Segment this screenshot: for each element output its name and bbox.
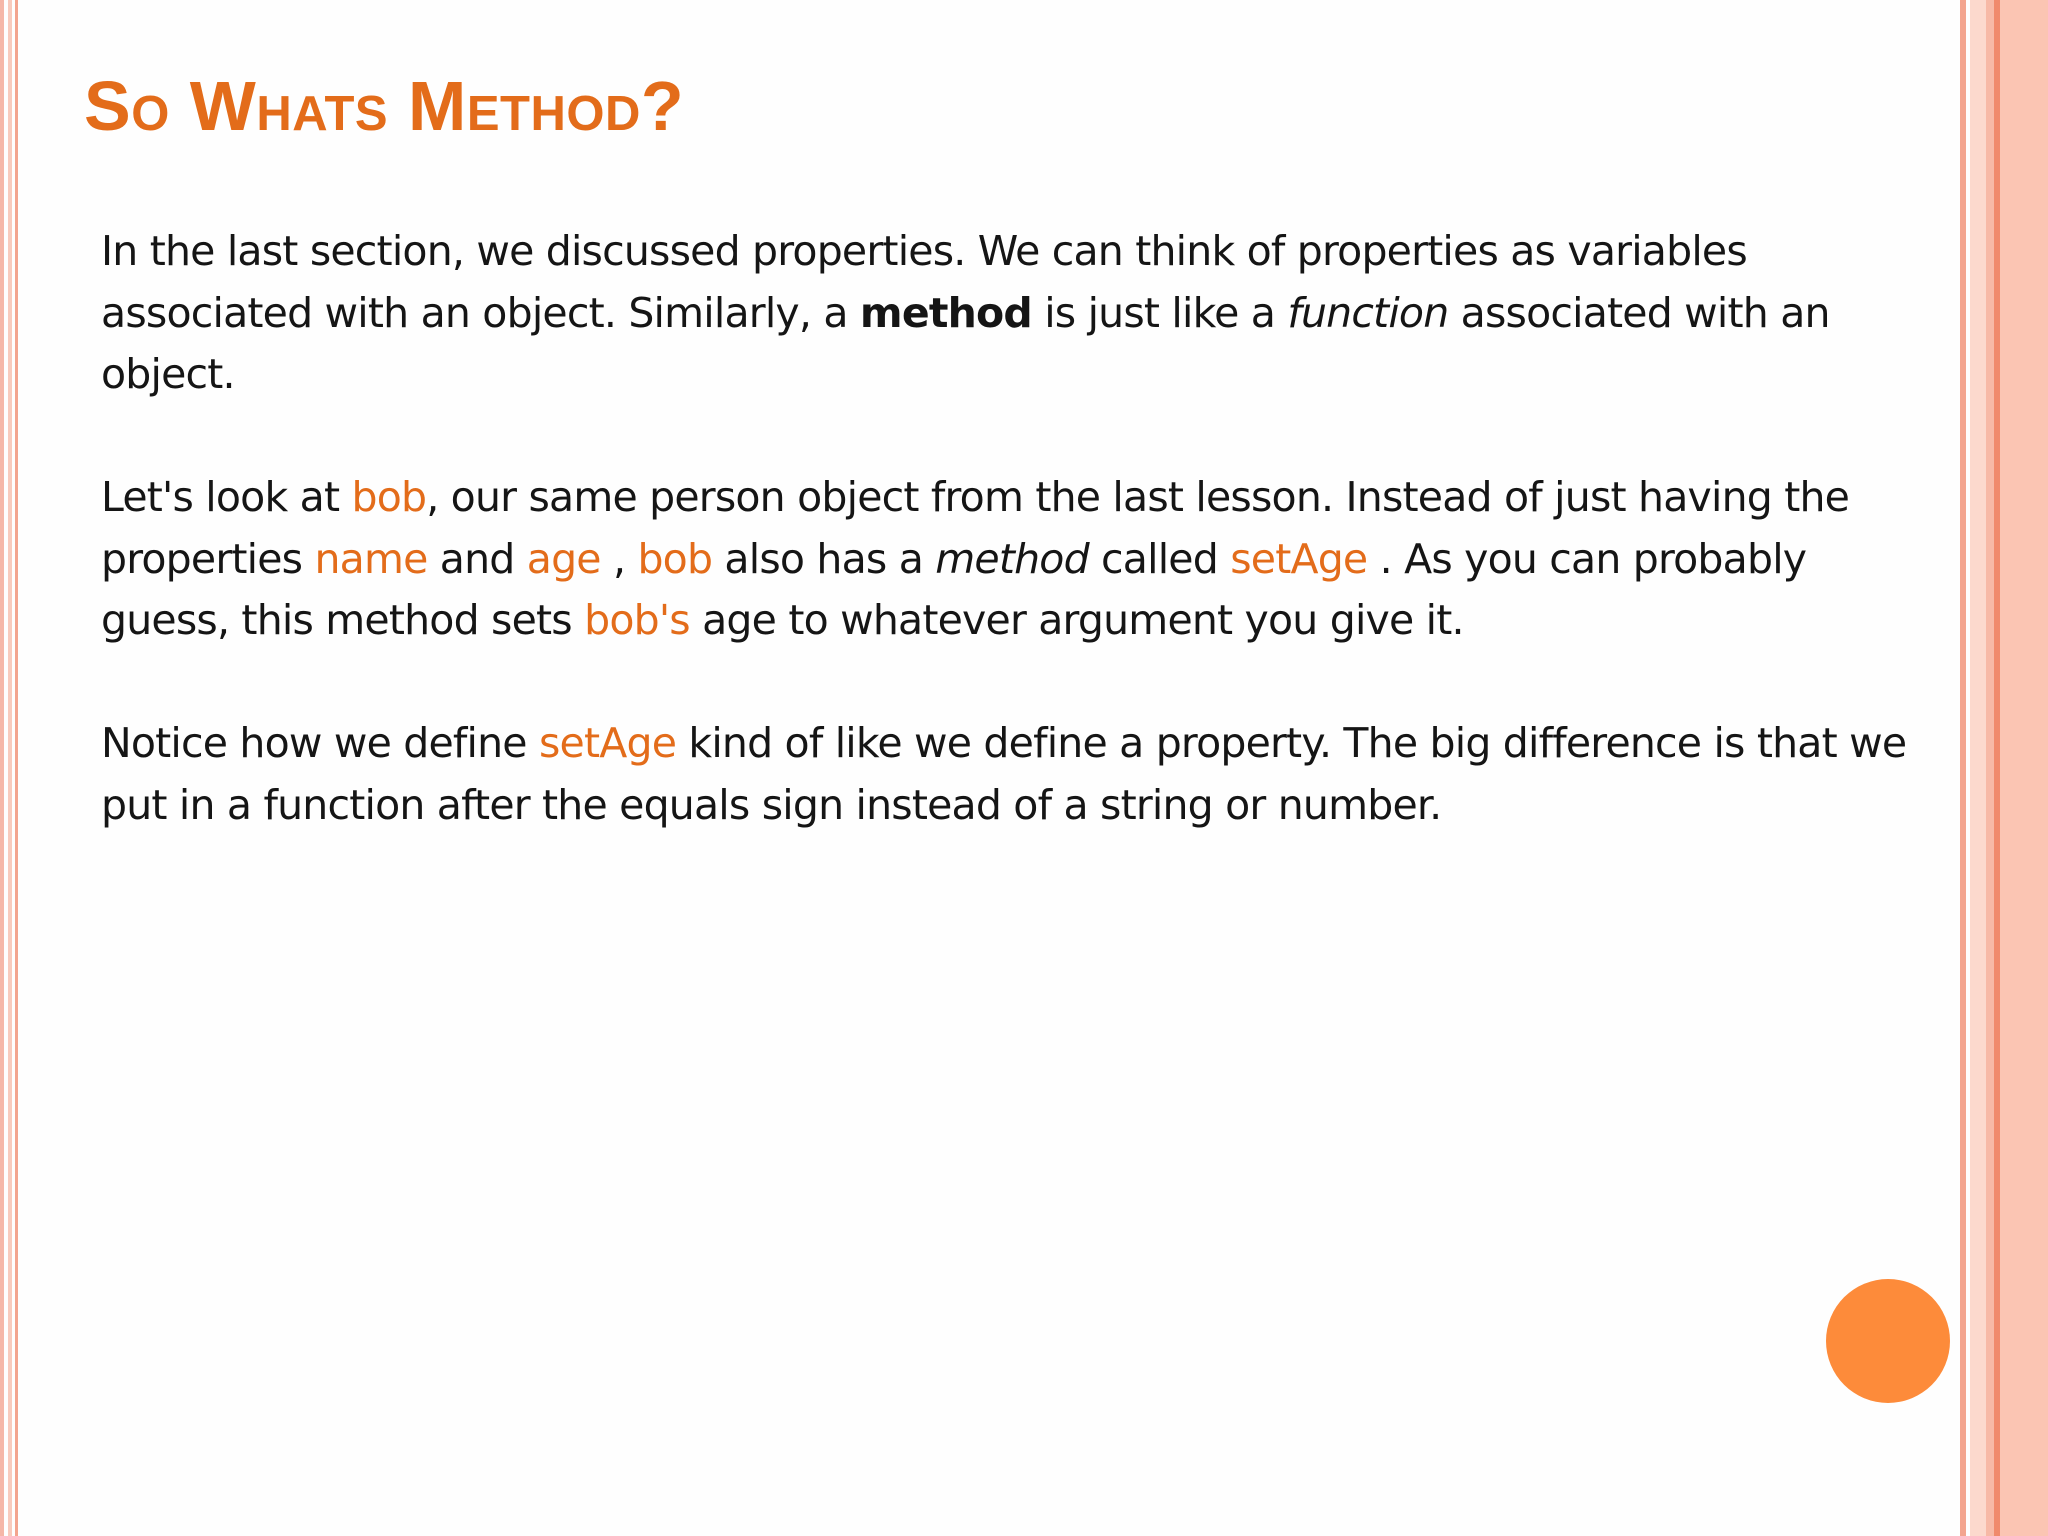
text-segment: , xyxy=(600,534,638,583)
code-term-setage: setAge xyxy=(1230,534,1368,583)
text-segment: associated with an object. xyxy=(101,288,1830,398)
code-term-setage: setAge xyxy=(538,719,677,767)
slide-title: So Whats Method? xyxy=(84,67,685,145)
text-segment: also has a xyxy=(712,534,936,583)
right-border-line xyxy=(2000,0,2048,1536)
term-function-italic: function xyxy=(1287,288,1449,337)
code-term-bob: bob xyxy=(351,473,427,521)
text-segment: is just like a xyxy=(1031,288,1288,337)
paragraph-setage-definition xyxy=(101,713,1921,836)
text-segment: called xyxy=(1088,534,1231,583)
right-border-line xyxy=(1960,0,1966,1536)
text-segment: and xyxy=(427,534,527,583)
text-segment: . As you can probably guess, this method sets xyxy=(101,534,1807,644)
left-border-line xyxy=(0,0,4,1536)
code-term-age: age xyxy=(526,534,601,583)
text-segment: kind of like we define a property. The big difference is that we put in a function after the equals sign instead of a string or number. xyxy=(101,719,1907,829)
text-segment: Let's look at xyxy=(101,473,352,521)
left-border-line xyxy=(8,0,12,1536)
term-method-italic: method xyxy=(935,534,1089,583)
text-segment: In the last section, we discussed properties. We can think of properties as variables associated with an object. Similarly, a xyxy=(101,227,1747,337)
right-border-line xyxy=(1986,0,1994,1536)
slide-body xyxy=(101,221,1921,898)
paragraph-bob-example xyxy=(101,467,1921,652)
decorative-orange-circle xyxy=(1826,1279,1950,1403)
term-method-bold: method xyxy=(859,288,1032,337)
text-segment: age to whatever argument you give it. xyxy=(689,596,1464,644)
code-term-bob: bob xyxy=(637,534,713,583)
text-segment: , our same person object from the last lesson. Instead of just having the properties xyxy=(101,473,1850,583)
paragraph-properties-intro xyxy=(101,221,1921,406)
right-border-line xyxy=(1970,0,1986,1536)
code-term-bobs: bob's xyxy=(584,596,690,644)
text-segment: Notice how we define xyxy=(101,719,539,767)
left-border-line xyxy=(15,0,18,1536)
code-term-name: name xyxy=(314,534,428,583)
